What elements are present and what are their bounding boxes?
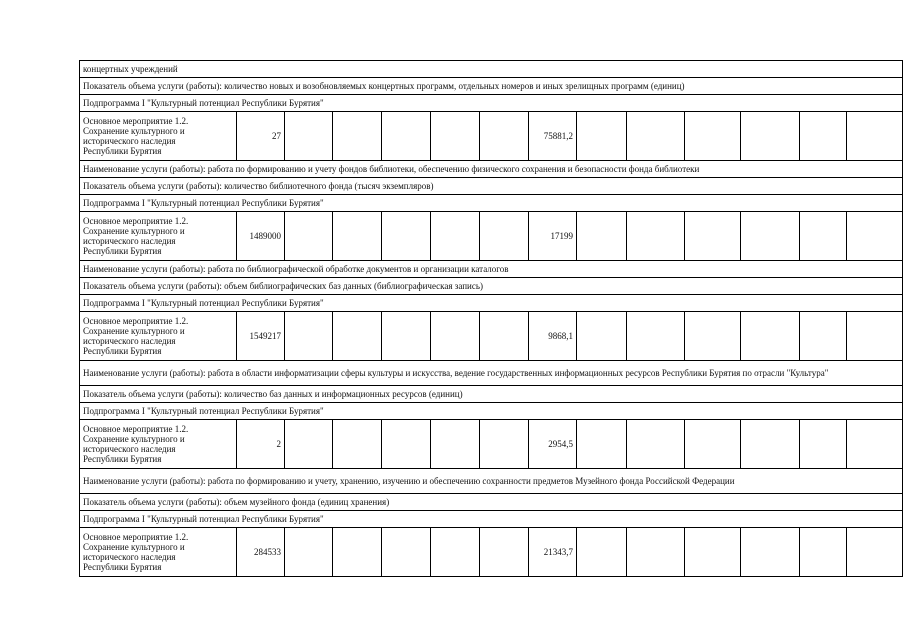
value-cell (800, 528, 847, 577)
value-cell (577, 312, 627, 361)
table-row (80, 403, 903, 420)
value-cell: 17199 (529, 212, 577, 261)
table-row (80, 528, 903, 577)
value-cell: 1489000 (237, 212, 285, 261)
value-cell (741, 212, 800, 261)
value-cell (480, 212, 529, 261)
value-cell (577, 212, 627, 261)
value-cell (382, 212, 431, 261)
value-cell (382, 528, 431, 577)
table-row (80, 312, 903, 361)
table-row (80, 361, 903, 386)
section-heading-cell: Наименование услуги (работы): работа по формированию и учету, хранению, изучению и обеспечению сохранности предметов Музейного фонда Российской Федерации (80, 469, 903, 494)
table-row (80, 494, 903, 511)
value-cell (480, 312, 529, 361)
value-cell (741, 112, 800, 161)
value-cell (800, 312, 847, 361)
value-cell (741, 312, 800, 361)
value-cell (480, 528, 529, 577)
value-cell (847, 112, 903, 161)
value-cell (800, 112, 847, 161)
value-cell (431, 112, 480, 161)
value-cell (285, 420, 333, 469)
value-cell (382, 312, 431, 361)
value-cell (685, 312, 741, 361)
section-heading-cell: Показатель объема услуги (работы): объем музейного фонда (единиц хранения) (80, 494, 903, 511)
value-cell (685, 212, 741, 261)
section-heading-cell: Подпрограмма I "Культурный потенциал Республики Бурятия" (80, 403, 903, 420)
measure-description-cell: Основное мероприятие 1.2. Сохранение культурного и исторического наследия Республики Бурятия (80, 212, 237, 261)
value-cell (577, 420, 627, 469)
table-body (80, 61, 903, 577)
table-row (80, 178, 903, 195)
value-cell (382, 420, 431, 469)
value-cell (382, 112, 431, 161)
value-cell (847, 312, 903, 361)
value-cell (685, 528, 741, 577)
table-row (80, 295, 903, 312)
section-heading-cell: Показатель объема услуги (работы): объем библиографических баз данных (библиографическая запись) (80, 278, 903, 295)
section-heading-cell: Подпрограмма I "Культурный потенциал Республики Бурятия" (80, 95, 903, 112)
value-cell: 2 (237, 420, 285, 469)
value-cell: 75881,2 (529, 112, 577, 161)
value-cell (333, 420, 382, 469)
table-row (80, 112, 903, 161)
section-heading-cell: Подпрограмма I "Культурный потенциал Республики Бурятия" (80, 195, 903, 212)
section-heading-cell: Показатель объема услуги (работы): количество баз данных и информационных ресурсов (единиц) (80, 386, 903, 403)
value-cell (685, 420, 741, 469)
value-cell (627, 312, 685, 361)
value-cell: 1549217 (237, 312, 285, 361)
measure-description-cell: Основное мероприятие 1.2. Сохранение культурного и исторического наследия Республики Бурятия (80, 312, 237, 361)
value-cell (577, 112, 627, 161)
table-row (80, 195, 903, 212)
section-heading-cell: Показатель объема услуги (работы): количество новых и возобновляемых концертных программ, отдельных номеров и иных зрелищных программ (единиц) (80, 78, 903, 95)
table-row (80, 386, 903, 403)
value-cell (431, 528, 480, 577)
value-cell (847, 212, 903, 261)
section-heading-cell: Подпрограмма I "Культурный потенциал Республики Бурятия" (80, 511, 903, 528)
value-cell (285, 312, 333, 361)
table-row (80, 61, 903, 78)
measure-description-cell: Основное мероприятие 1.2. Сохранение культурного и исторического наследия Республики Бурятия (80, 528, 237, 577)
section-heading-cell: концертных учреждений (80, 61, 903, 78)
table-row (80, 212, 903, 261)
table-row (80, 161, 903, 178)
value-cell (627, 420, 685, 469)
value-cell (285, 528, 333, 577)
value-cell (577, 528, 627, 577)
value-cell (685, 112, 741, 161)
section-heading-cell: Наименование услуги (работы): работа по библиографической обработке документов и организации каталогов (80, 261, 903, 278)
value-cell (431, 312, 480, 361)
services-table (79, 60, 903, 577)
section-heading-cell: Показатель объема услуги (работы): количество библиотечного фонда (тысяч экземпляров) (80, 178, 903, 195)
value-cell (741, 420, 800, 469)
section-heading-cell: Подпрограмма I "Культурный потенциал Республики Бурятия" (80, 295, 903, 312)
section-heading-cell: Наименование услуги (работы): работа по формированию и учету фондов библиотеки, обеспечению физического сохранения и безопасности фонда библиотеки (80, 161, 903, 178)
value-cell: 27 (237, 112, 285, 161)
value-cell (480, 420, 529, 469)
value-cell: 9868,1 (529, 312, 577, 361)
value-cell (333, 528, 382, 577)
table-row (80, 78, 903, 95)
value-cell (800, 212, 847, 261)
value-cell (847, 528, 903, 577)
value-cell (627, 212, 685, 261)
value-cell (741, 528, 800, 577)
value-cell: 284533 (237, 528, 285, 577)
table-row (80, 469, 903, 494)
value-cell (285, 212, 333, 261)
value-cell (333, 112, 382, 161)
value-cell (333, 312, 382, 361)
value-cell (480, 112, 529, 161)
table-row (80, 420, 903, 469)
value-cell: 21343,7 (529, 528, 577, 577)
table-row (80, 278, 903, 295)
section-heading-cell: Наименование услуги (работы): работа в области информатизации сферы культуры и искусства, ведение государственных информационных ресурсов Республики Бурятия по отрасли "Культура" (80, 361, 903, 386)
measure-description-cell: Основное мероприятие 1.2. Сохранение культурного и исторического наследия Республики Бурятия (80, 420, 237, 469)
value-cell: 2954,5 (529, 420, 577, 469)
value-cell (627, 112, 685, 161)
value-cell (333, 212, 382, 261)
measure-description-cell: Основное мероприятие 1.2. Сохранение культурного и исторического наследия Республики Бурятия (80, 112, 237, 161)
value-cell (800, 420, 847, 469)
table-row (80, 95, 903, 112)
table-row (80, 261, 903, 278)
value-cell (847, 420, 903, 469)
value-cell (431, 212, 480, 261)
table-row (80, 511, 903, 528)
value-cell (431, 420, 480, 469)
value-cell (285, 112, 333, 161)
value-cell (627, 528, 685, 577)
